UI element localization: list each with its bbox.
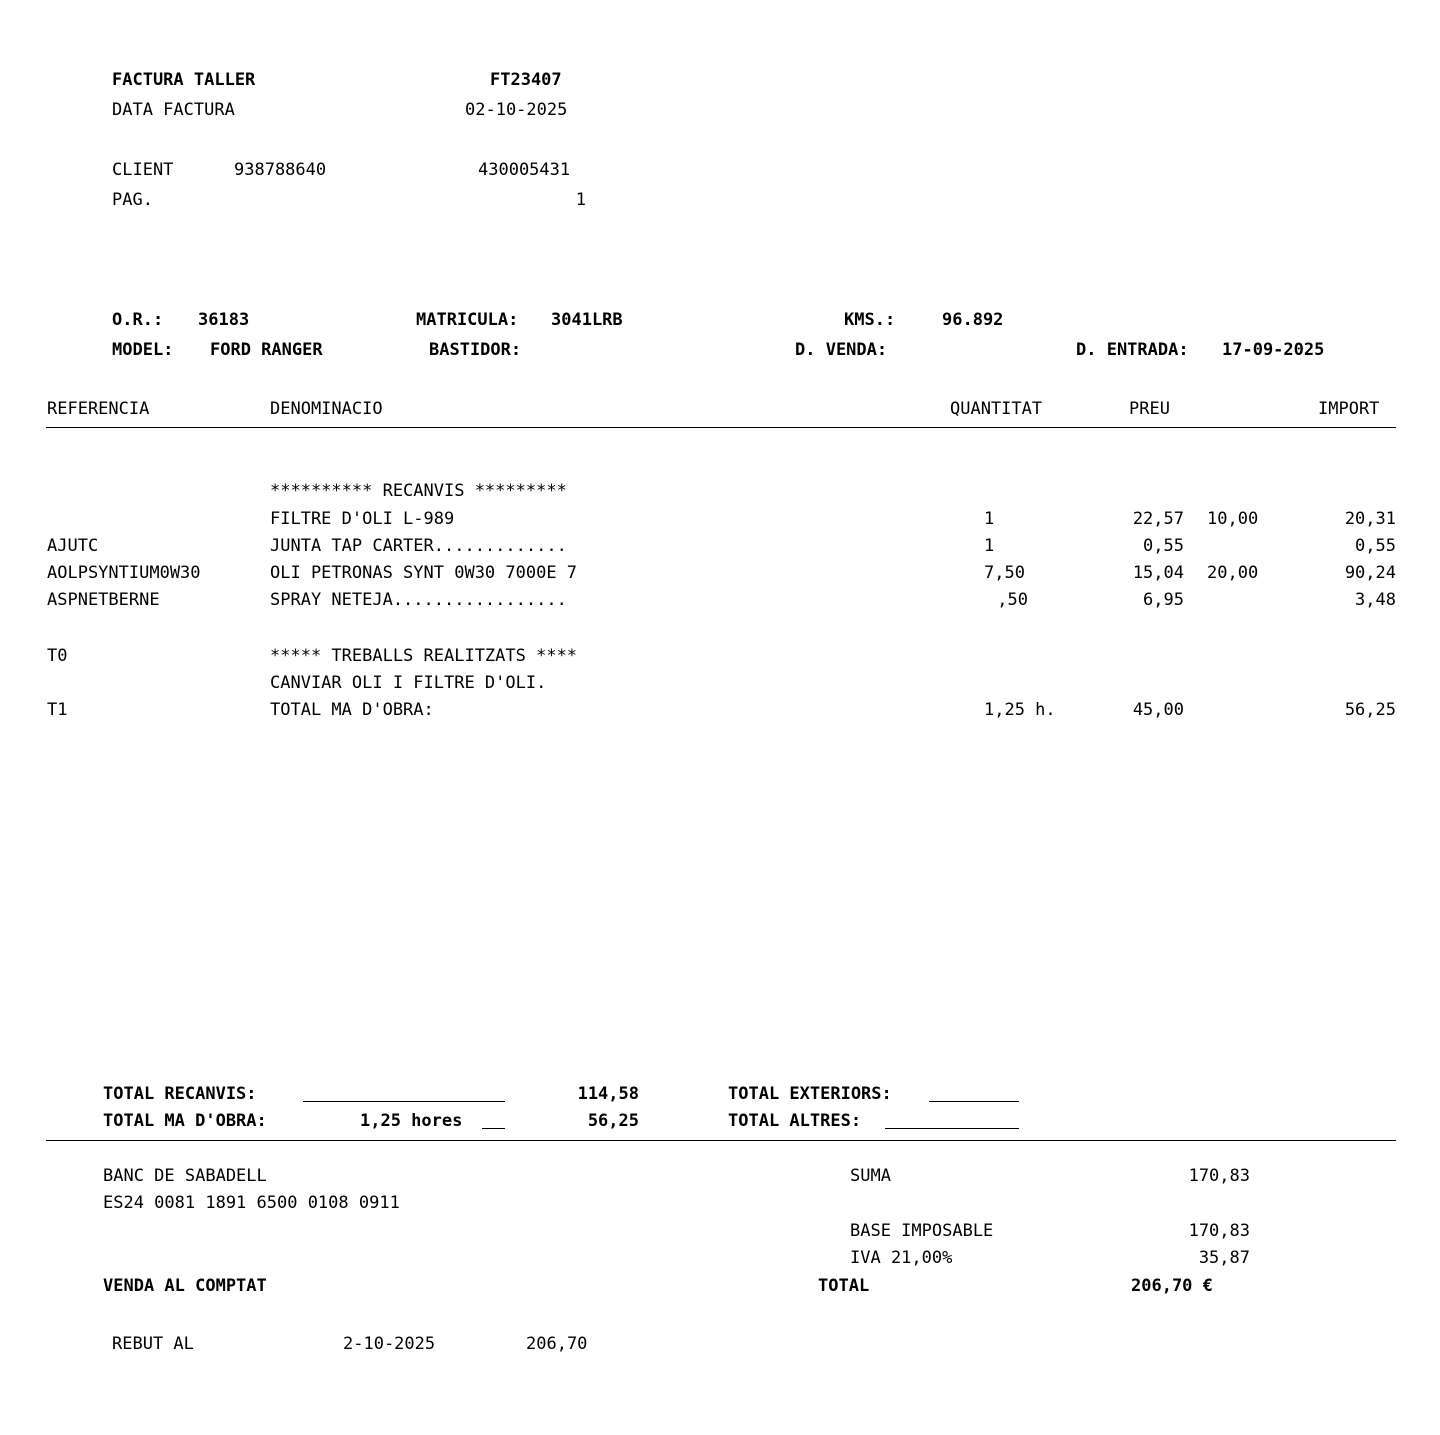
model-value: FORD RANGER bbox=[210, 340, 323, 360]
receipt-amount: 206,70 bbox=[526, 1334, 588, 1354]
line-desc: OLI PETRONAS SYNT 0W30 7000E 7 bbox=[270, 563, 578, 583]
iva-value: 35,87 bbox=[1198, 1248, 1250, 1268]
total-altres-underline bbox=[885, 1128, 1019, 1129]
line-desc: FILTRE D'OLI L-989 bbox=[270, 509, 455, 529]
payment-mode: VENDA AL COMPTAT bbox=[103, 1276, 267, 1296]
line-price: 6,95 bbox=[1143, 590, 1184, 610]
model-label: MODEL: bbox=[112, 340, 174, 360]
line-desc: TOTAL MA D'OBRA: bbox=[270, 700, 434, 720]
total-ma-obra-hours: 1,25 hores bbox=[360, 1111, 463, 1131]
invoice-number: FT23407 bbox=[490, 70, 562, 90]
line-ref: T0 bbox=[47, 646, 68, 666]
line-price: 15,04 bbox=[1132, 563, 1184, 583]
total-label: TOTAL bbox=[818, 1276, 870, 1296]
total-value: 206,70 € bbox=[1131, 1276, 1213, 1296]
line-qty: 1 bbox=[984, 509, 995, 529]
suma-value: 170,83 bbox=[1188, 1166, 1250, 1186]
entrada-value: 17-09-2025 bbox=[1222, 340, 1325, 360]
line-price: 22,57 bbox=[1132, 509, 1184, 529]
line-qty: ,50 bbox=[997, 590, 1028, 610]
column-header-ref: REFERENCIA bbox=[47, 399, 150, 419]
total-ma-obra-underline bbox=[482, 1128, 505, 1129]
total-exteriors-label: TOTAL EXTERIORS: bbox=[728, 1084, 892, 1104]
client-label: CLIENT bbox=[112, 160, 174, 180]
line-amount: 90,24 bbox=[1344, 563, 1396, 583]
line-qty: 7,50 bbox=[984, 563, 1025, 583]
base-imposable-value: 170,83 bbox=[1188, 1221, 1250, 1241]
kms-label: KMS.: bbox=[844, 310, 896, 330]
total-exteriors-underline bbox=[929, 1101, 1019, 1102]
column-header-price: PREU bbox=[1129, 399, 1170, 419]
bank-name: BANC DE SABADELL bbox=[103, 1166, 267, 1186]
entrada-label: D. ENTRADA: bbox=[1076, 340, 1189, 360]
total-ma-obra-value: 56,25 bbox=[587, 1111, 639, 1131]
client-code: 430005431 bbox=[478, 160, 571, 180]
iva-label: IVA 21,00% bbox=[850, 1248, 953, 1268]
total-recanvis-underline bbox=[303, 1101, 505, 1102]
suma-label: SUMA bbox=[850, 1166, 891, 1186]
matricula-value: 3041LRB bbox=[551, 310, 623, 330]
receipt-label: REBUT AL bbox=[112, 1334, 194, 1354]
column-header-qty: QUANTITAT bbox=[950, 399, 1043, 419]
line-amount: 0,55 bbox=[1355, 536, 1396, 556]
receipt-date: 2-10-2025 bbox=[343, 1334, 436, 1354]
column-header-amount: IMPORT bbox=[1318, 399, 1380, 419]
line-ref: AOLPSYNTIUM0W30 bbox=[47, 563, 201, 583]
client-phone: 938788640 bbox=[234, 160, 327, 180]
line-ref: ASPNETBERNE bbox=[47, 590, 160, 610]
venda-label: D. VENDA: bbox=[795, 340, 888, 360]
column-header-desc: DENOMINACIO bbox=[270, 399, 383, 419]
bank-iban: ES24 0081 1891 6500 0108 0911 bbox=[103, 1193, 400, 1213]
line-ref: T1 bbox=[47, 700, 68, 720]
line-discount: 20,00 bbox=[1207, 563, 1259, 583]
matricula-label: MATRICULA: bbox=[416, 310, 519, 330]
total-ma-obra-label: TOTAL MA D'OBRA: bbox=[103, 1111, 267, 1131]
line-discount: 10,00 bbox=[1207, 509, 1259, 529]
totals-divider bbox=[46, 1140, 1396, 1141]
line-desc: JUNTA TAP CARTER............. bbox=[270, 536, 567, 556]
header-divider bbox=[46, 427, 1396, 428]
total-recanvis-value: 114,58 bbox=[577, 1084, 639, 1104]
line-desc: SPRAY NETEJA................. bbox=[270, 590, 567, 610]
line-amount: 20,31 bbox=[1344, 509, 1396, 529]
or-label: O.R.: bbox=[112, 310, 164, 330]
line-amount: 3,48 bbox=[1355, 590, 1396, 610]
page-label: PAG. bbox=[112, 190, 153, 210]
line-qty: 1,25 h. bbox=[984, 700, 1056, 720]
invoice-date: 02-10-2025 bbox=[465, 100, 568, 120]
line-price: 45,00 bbox=[1132, 700, 1184, 720]
kms-value: 96.892 bbox=[942, 310, 1004, 330]
line-amount: 56,25 bbox=[1344, 700, 1396, 720]
line-ref: AJUTC bbox=[47, 536, 99, 556]
or-value: 36183 bbox=[198, 310, 250, 330]
bastidor-label: BASTIDOR: bbox=[429, 340, 522, 360]
total-altres-label: TOTAL ALTRES: bbox=[728, 1111, 862, 1131]
line-qty: 1 bbox=[984, 536, 995, 556]
line-desc: ********** RECANVIS ********* bbox=[270, 481, 567, 501]
invoice-date-label: DATA FACTURA bbox=[112, 100, 235, 120]
invoice-label: FACTURA TALLER bbox=[112, 70, 256, 90]
line-price: 0,55 bbox=[1143, 536, 1184, 556]
page-number: 1 bbox=[575, 190, 586, 210]
base-imposable-label: BASE IMPOSABLE bbox=[850, 1221, 994, 1241]
line-desc: CANVIAR OLI I FILTRE D'OLI. bbox=[270, 673, 547, 693]
total-recanvis-label: TOTAL RECANVIS: bbox=[103, 1084, 257, 1104]
line-desc: ***** TREBALLS REALITZATS **** bbox=[270, 646, 578, 666]
